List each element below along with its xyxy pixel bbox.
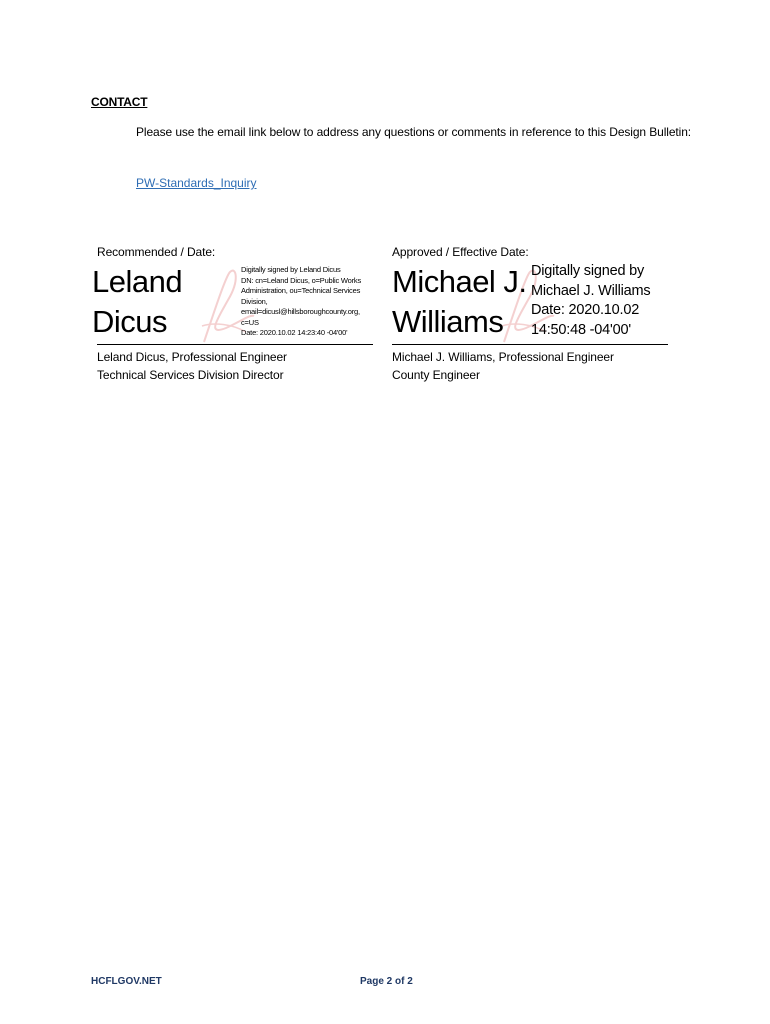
signed-name-williams: Williams <box>392 304 504 339</box>
signed-name-dicus: Dicus <box>92 304 168 339</box>
right-digital-signature-details <box>531 262 650 340</box>
left-digital-signature-details <box>241 265 361 339</box>
footer-website: HCFLGOV.NET <box>91 976 162 987</box>
signature-detail-line: Digitally signed by Leland Dicus <box>241 265 341 274</box>
signature-detail-line: DN: cn=Leland Dicus, o=Public Works <box>241 275 362 285</box>
left-signer-name: Leland Dicus, Professional Engineer <box>97 350 287 364</box>
signature-detail-line: Date: 2020.10.02 14:23:40 -04'00' <box>241 328 348 337</box>
right-signer-title: County Engineer <box>392 368 480 382</box>
pw-standards-inquiry-link[interactable]: PW-Standards_Inquiry <box>136 176 257 190</box>
right-signer-name: Michael J. Williams, Professional Engineer <box>392 350 614 364</box>
signature-detail-line: Digitally signed by <box>531 263 645 279</box>
recommended-date-label: Recommended / Date: <box>97 245 216 259</box>
left-signature-line <box>97 344 373 345</box>
signed-name-leland: Leland <box>92 264 183 299</box>
signature-detail-line: Date: 2020.10.02 <box>531 302 640 318</box>
approved-effective-date-label: Approved / Effective Date: <box>392 245 529 259</box>
signature-detail-line: 14:50:48 -04'00' <box>531 321 631 338</box>
signature-detail-line: Administration, ou=Technical Services <box>241 286 361 295</box>
signature-detail-line: Michael J. Williams <box>531 282 651 299</box>
contact-paragraph: Please use the email link below to address any questions or comments in reference to this Design Bulletin: <box>136 125 692 139</box>
signed-name-michael-j: Michael J. <box>392 264 527 299</box>
signature-detail-line: Division, <box>241 296 268 306</box>
signature-detail-line: email=dicusl@hillsboroughcounty.org, <box>241 307 360 316</box>
left-signer-title: Technical Services Division Director <box>97 368 284 382</box>
signature-detail-line: c=US <box>241 317 259 327</box>
contact-heading: CONTACT <box>91 95 148 109</box>
right-signature-line <box>392 344 668 345</box>
footer-page-number: Page 2 of 2 <box>360 976 413 987</box>
